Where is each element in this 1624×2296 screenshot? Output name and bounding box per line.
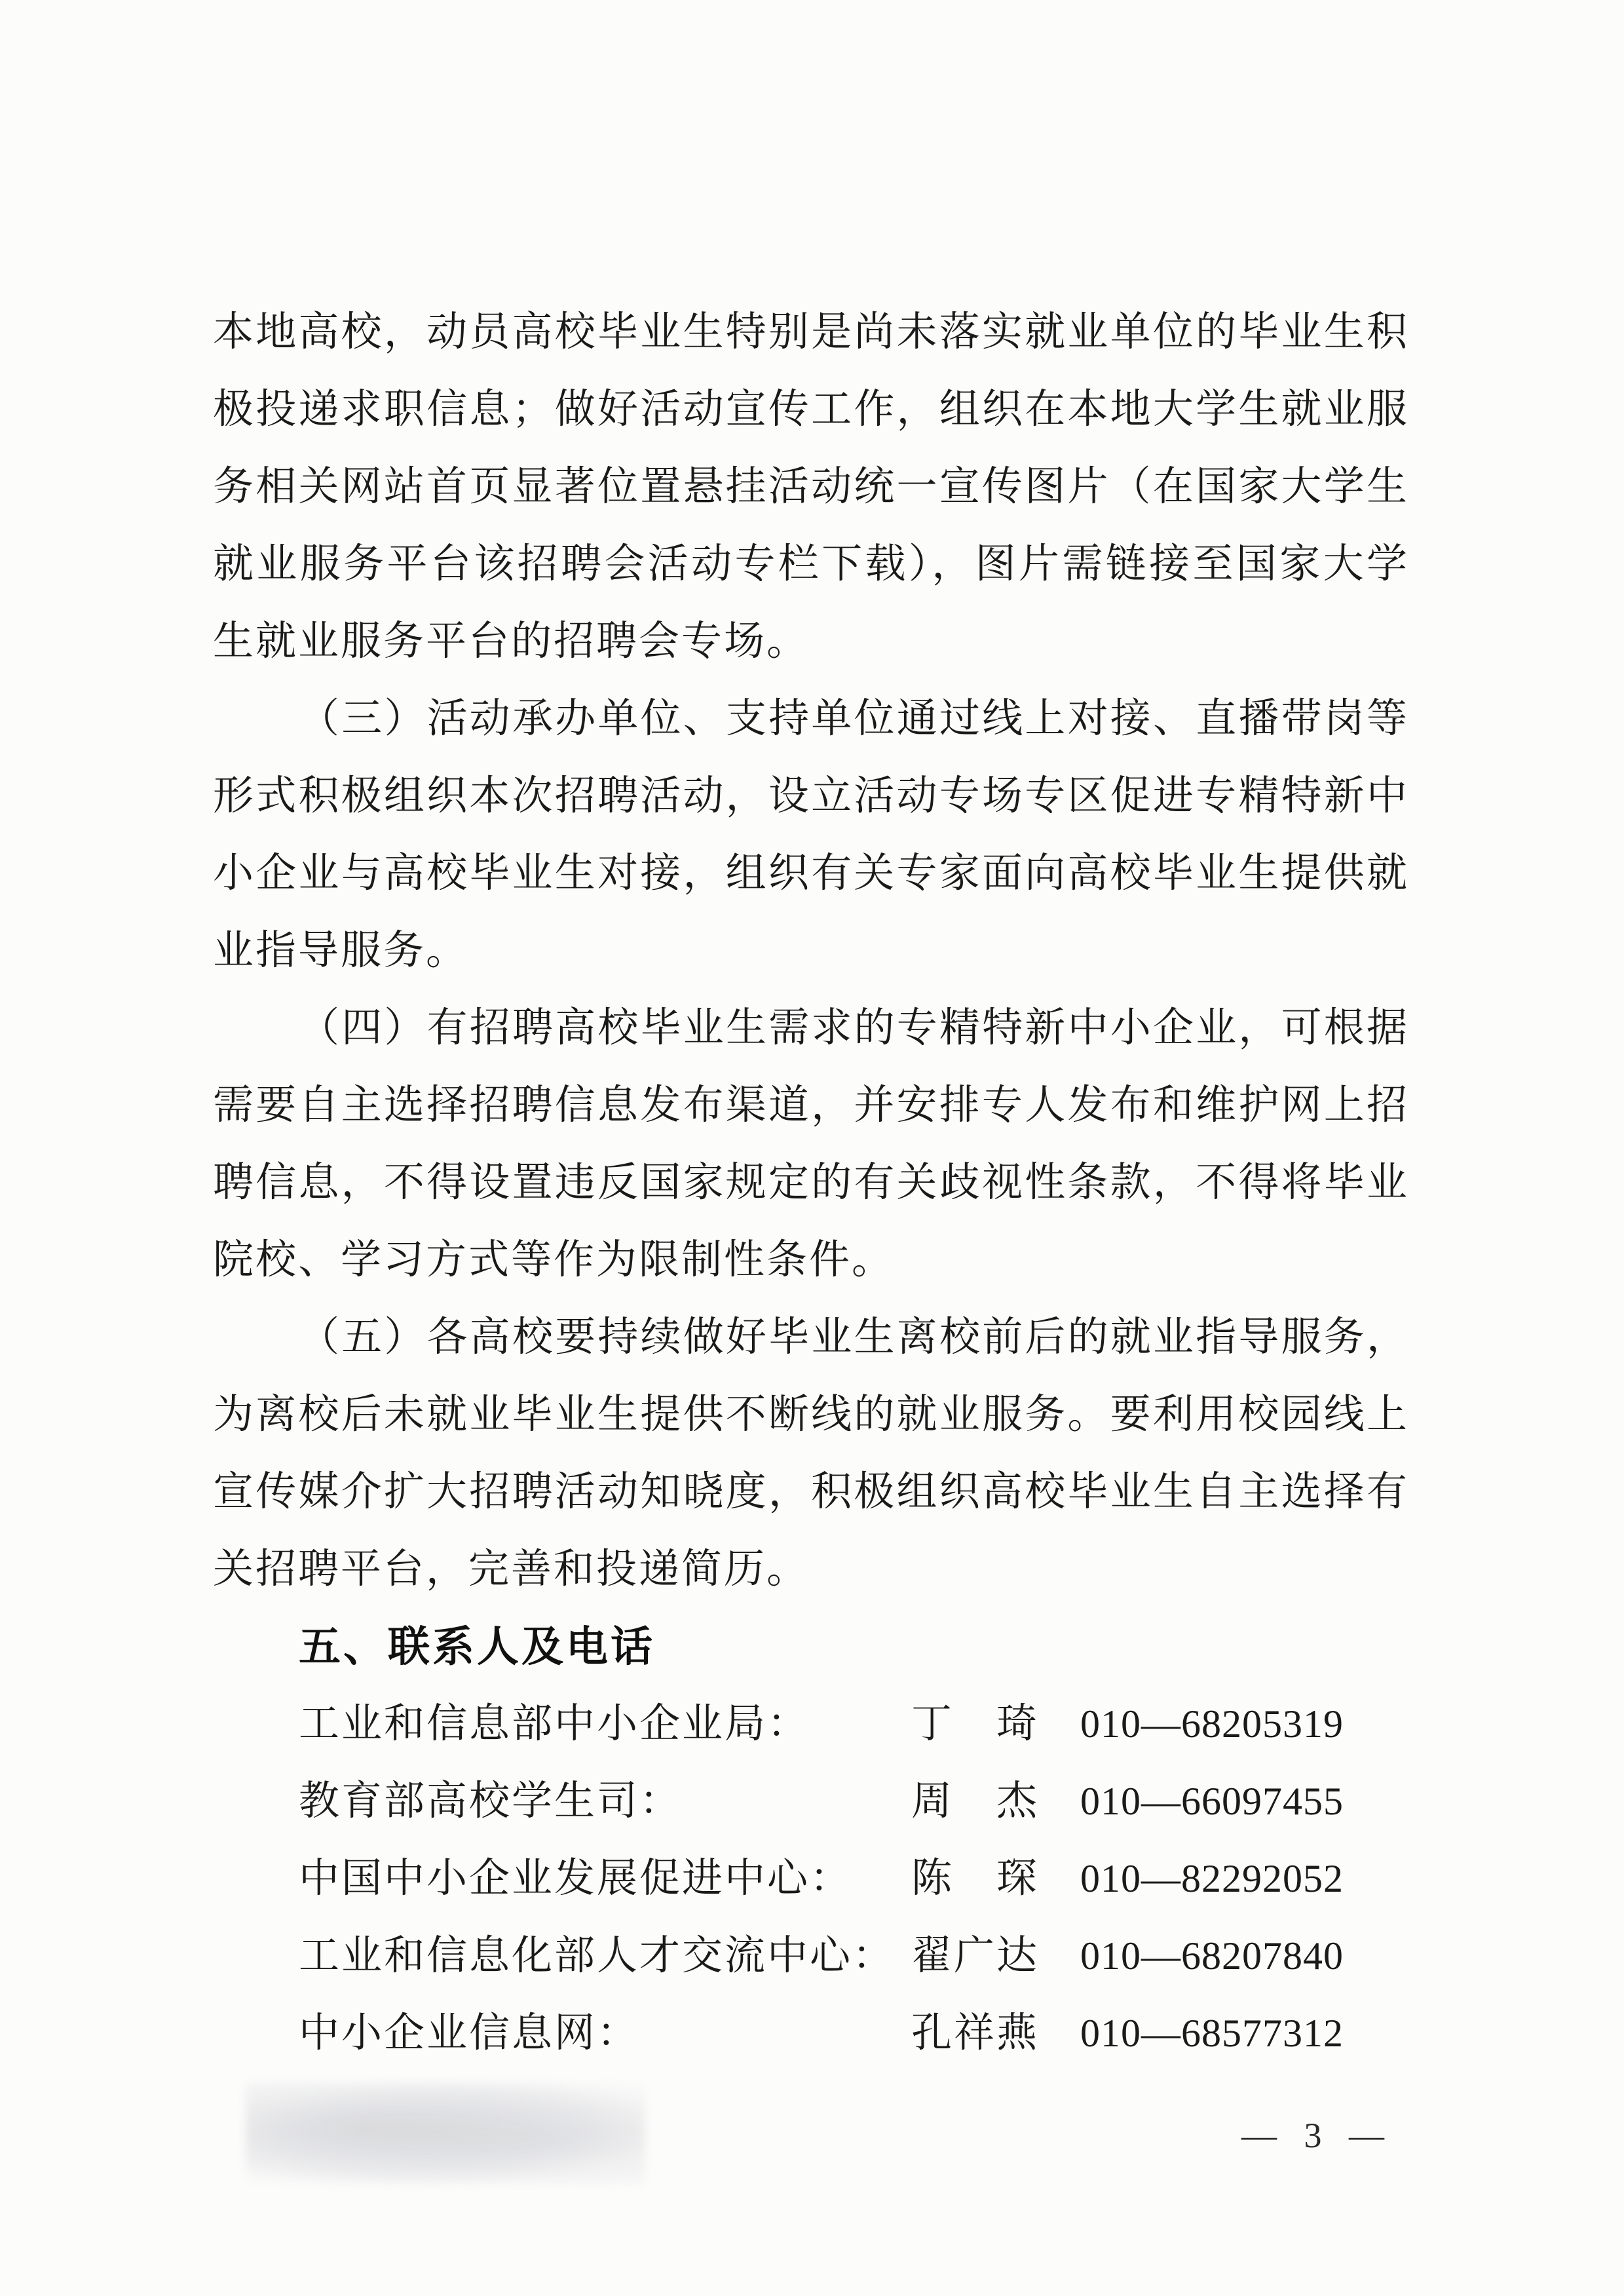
body-line: （五）各高校要持续做好毕业生离校前后的就业指导服务， [299, 1315, 1409, 1360]
body-line: 宣传媒介扩大招聘活动知晓度，积极组织高校毕业生自主选择有 [213, 1470, 1409, 1514]
body-line: 聘信息，不得设置违反国家规定的有关歧视性条款，不得将毕业 [213, 1160, 1409, 1205]
contact-org: 工业和信息部中小企业局： [299, 1702, 810, 1746]
scan-bleedthrough-smudge [246, 2082, 645, 2184]
body-line: 业指导服务。 [213, 928, 469, 973]
page-number: — 3 — [1241, 2116, 1393, 2155]
body-line: 极投递求职信息；做好活动宣传工作，组织在本地大学生就业服 [213, 387, 1409, 432]
contact-person: 孔祥燕 [911, 2011, 1040, 2056]
contact-row [213, 1917, 1409, 1995]
contact-org: 工业和信息化部人才交流中心： [299, 1934, 896, 1978]
contact-row [213, 1763, 1409, 1840]
contact-phone: 010—66097455 [1080, 1780, 1344, 1823]
body-line: 小企业与高校毕业生对接，组织有关专家面向高校毕业生提供就 [213, 851, 1409, 896]
body-line: 生就业服务平台的招聘会专场。 [213, 619, 810, 664]
contact-row [213, 1995, 1409, 2072]
contact-phone: 010—68577312 [1080, 2012, 1344, 2055]
contact-phone: 010—82292052 [1080, 1857, 1344, 1900]
body-line: 院校、学习方式等作为限制性条件。 [213, 1238, 895, 1282]
contact-org: 教育部高校学生司： [299, 1779, 683, 1824]
contact-person: 丁 琦 [911, 1702, 1040, 1746]
body-line: （四）有招聘高校毕业生需求的专精特新中小企业，可根据 [299, 1006, 1409, 1050]
body-line: 关招聘平台，完善和投递简历。 [213, 1547, 810, 1592]
body-line: 本地高校，动员高校毕业生特别是尚未落实就业单位的毕业生积 [213, 310, 1409, 354]
contact-person: 周 杰 [911, 1779, 1040, 1824]
body-line: 就业服务平台该招聘会活动专栏下载），图片需链接至国家大学 [213, 542, 1409, 586]
contact-row [213, 1685, 1409, 1763]
contact-org: 中小企业信息网： [299, 2011, 640, 2056]
body-line: 为离校后未就业毕业生提供不断线的就业服务。要利用校园线上 [213, 1392, 1409, 1437]
body-line: （三）活动承办单位、支持单位通过线上对接、直播带岗等 [299, 697, 1409, 741]
contact-org: 中国中小企业发展促进中心： [299, 1856, 853, 1901]
contact-row [213, 1840, 1409, 1917]
document-body [213, 294, 1409, 2072]
body-line: 需要自主选择招聘信息发布渠道，并安排专人发布和维护网上招 [213, 1083, 1409, 1128]
body-line: 务相关网站首页显著位置悬挂活动统一宣传图片（在国家大学生 [213, 465, 1409, 509]
contact-person: 陈 琛 [911, 1856, 1040, 1901]
body-line: 形式积极组织本次招聘活动，设立活动专场专区促进专精特新中 [213, 774, 1409, 818]
contact-phone: 010—68205319 [1080, 1702, 1344, 1746]
contact-phone: 010—68207840 [1080, 1934, 1344, 1978]
contact-person: 翟广达 [911, 1934, 1040, 1978]
section-heading: 五、联系人及电话 [299, 1623, 655, 1670]
